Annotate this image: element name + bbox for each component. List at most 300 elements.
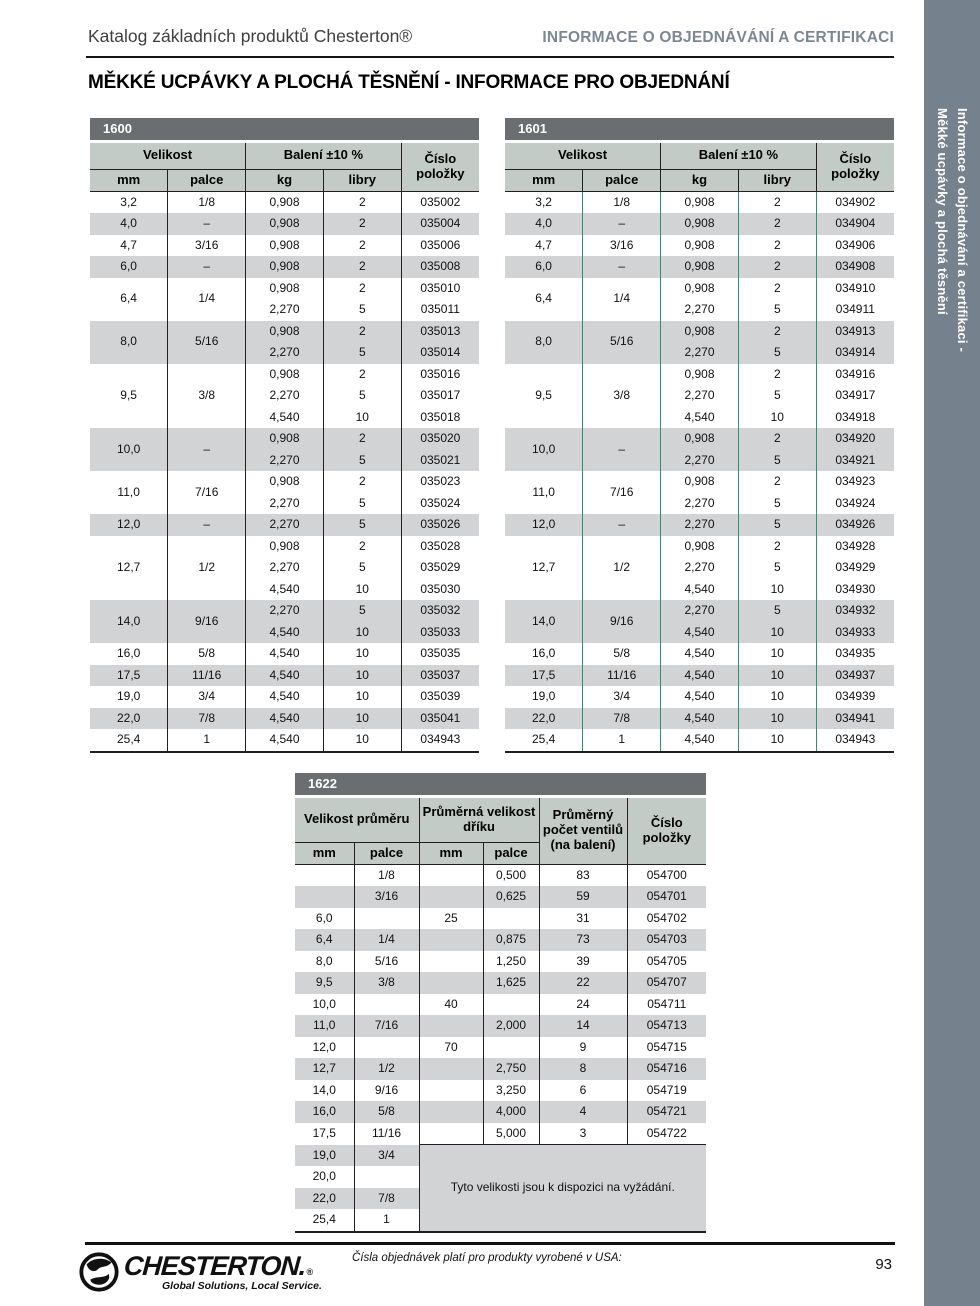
size-mm-cell: 20,0 [295,1166,354,1188]
size-group [90,364,479,429]
weight-lb-cell: 10 [323,643,401,665]
table-row [505,600,894,622]
item-number-cell: 034937 [816,665,894,687]
size-inch-cell: 11/16 [168,665,246,687]
weight-lb-cell: 5 [323,342,401,364]
size-mm-cell: 12,0 [90,514,168,536]
item-number-cell: 035030 [401,579,479,601]
item-number-cell: 054722 [627,1123,706,1145]
catalog-name: Katalog základních produktů Chesterton® [88,26,413,46]
weight-kg-cell: 0,908 [661,536,739,558]
weight-lb-cell: 5 [323,385,401,407]
size-inch-cell: 1 [168,729,246,752]
table-row [90,729,479,752]
size-mm-cell: 9,5 [505,364,583,429]
item-number-cell: 035033 [401,622,479,644]
table-row [295,1101,706,1123]
stem-mm-cell: 70 [419,1037,483,1059]
weight-lb-cell: 5 [323,299,401,321]
stem-mm-cell: 25 [419,908,483,930]
weight-kg-cell: 2,270 [246,514,324,536]
weight-kg-cell: 2,270 [661,342,739,364]
size-group [505,665,894,687]
size-group [505,235,894,257]
table-row [505,643,894,665]
weight-lb-cell: 5 [738,493,816,515]
size-inch-cell: 9/16 [583,600,661,643]
valve-count-cell: 39 [539,951,627,973]
table-row [505,256,894,278]
size-mm-cell: 6,0 [295,908,354,930]
size-group [90,191,479,213]
stem-mm-cell [419,951,483,973]
size-inch-cell: 1/2 [354,1058,419,1080]
weight-lb-cell: 2 [323,256,401,278]
weight-lb-cell: 5 [323,493,401,515]
size-group [90,708,479,730]
size-mm-cell: 12,0 [295,1037,354,1059]
item-number-cell: 035041 [401,708,479,730]
size-group [505,256,894,278]
weight-kg-cell: 0,908 [246,471,324,493]
size-inch-cell: – [583,428,661,471]
size-mm-cell: 11,0 [505,471,583,514]
size-group [90,213,479,235]
stem-inch-cell: 1,625 [483,972,539,994]
weight-kg-cell: 0,908 [661,364,739,386]
weight-kg-cell: 4,540 [246,729,324,752]
weight-kg-cell: 0,908 [246,191,324,213]
table-row [505,536,894,558]
item-number-cell: 035029 [401,557,479,579]
weight-kg-cell: 4,540 [246,579,324,601]
section-name: INFORMACE O OBJEDNÁVÁNÍ A CERTIFIKACI [542,29,894,46]
weight-kg-cell: 0,908 [661,428,739,450]
weight-kg-cell: 0,908 [246,235,324,257]
size-group [505,471,894,514]
weight-kg-cell: 4,540 [246,708,324,730]
size-group [90,278,479,321]
size-inch-cell: 7/16 [354,1015,419,1037]
table-title-1600: 1600 [90,118,479,140]
item-number-cell: 034939 [816,686,894,708]
weight-lb-cell: 10 [738,729,816,752]
stem-mm-cell [419,1101,483,1123]
size-inch-cell: 3/16 [168,235,246,257]
table-row [295,972,706,994]
col-baleni: Balení ±10 % [246,143,402,169]
item-number-cell: 054707 [627,972,706,994]
item-number-cell: 035016 [401,364,479,386]
table-row [295,994,706,1016]
size-group [90,256,479,278]
size-mm-cell: 6,4 [90,278,168,321]
table-row [295,1058,706,1080]
size-mm-cell: 14,0 [295,1080,354,1102]
size-mm-cell: 19,0 [295,1145,354,1167]
weight-lb-cell: 2 [738,321,816,343]
weight-lb-cell: 10 [738,622,816,644]
size-mm-cell: 16,0 [90,643,168,665]
item-number-cell: 034924 [816,493,894,515]
table-row [295,951,706,973]
table-row [90,686,479,708]
col-pocet-ventilu: Průměrný počet ventilů (na balení) [539,798,627,864]
item-number-cell: 035018 [401,407,479,429]
page-number: 93 [875,1256,892,1273]
registered-mark: ® [306,1267,314,1277]
item-number-cell: 034926 [816,514,894,536]
weight-kg-cell: 0,908 [246,256,324,278]
weight-lb-cell: 5 [323,600,401,622]
item-number-cell: 034933 [816,622,894,644]
weight-lb-cell: 2 [323,471,401,493]
weight-kg-cell: 2,270 [246,450,324,472]
table-row [295,1037,706,1059]
weight-kg-cell: 4,540 [661,407,739,429]
item-number-cell: 054721 [627,1101,706,1123]
weight-kg-cell: 4,540 [661,643,739,665]
weight-kg-cell: 2,270 [246,385,324,407]
size-mm-cell: 3,2 [90,191,168,213]
table-row [90,213,479,235]
stem-mm-cell [419,1123,483,1145]
size-group [505,213,894,235]
valve-count-cell: 3 [539,1123,627,1145]
weight-kg-cell: 4,540 [246,665,324,687]
item-number-cell: 054711 [627,994,706,1016]
size-group [90,729,479,752]
packing-table-1601 [505,143,894,753]
stem-inch-cell [483,908,539,930]
size-mm-cell: 8,0 [505,321,583,364]
size-mm-cell: 19,0 [90,686,168,708]
size-mm-cell: 14,0 [505,600,583,643]
size-mm-cell: 12,7 [505,536,583,601]
size-mm-cell: 10,0 [505,428,583,471]
size-mm-cell [295,864,354,886]
weight-lb-cell: 2 [323,191,401,213]
valve-count-cell: 83 [539,864,627,886]
table-row [90,278,479,300]
table-row [90,256,479,278]
col-kg: kg [661,169,739,191]
table-row [505,321,894,343]
col-velikost: Velikost [90,143,246,169]
item-number-cell: 035006 [401,235,479,257]
size-group [90,321,479,364]
size-inch-cell: 11/16 [583,665,661,687]
weight-lb-cell: 5 [738,450,816,472]
weight-kg-cell: 2,270 [661,600,739,622]
table-row [505,708,894,730]
item-number-cell: 034913 [816,321,894,343]
size-inch-cell [354,1037,419,1059]
weight-lb-cell: 10 [738,579,816,601]
weight-lb-cell: 2 [323,428,401,450]
weight-kg-cell: 0,908 [661,321,739,343]
col-kg: kg [246,169,324,191]
size-group [90,643,479,665]
table-row [295,864,706,886]
weight-lb-cell: 10 [323,579,401,601]
item-number-cell: 034932 [816,600,894,622]
size-mm-cell: 19,0 [505,686,583,708]
size-inch-cell [354,1166,419,1188]
stem-mm-cell [419,1080,483,1102]
size-group [505,729,894,752]
stem-mm-cell [419,1015,483,1037]
weight-kg-cell: 2,270 [661,493,739,515]
col-palce: palce [583,169,661,191]
table-row [90,600,479,622]
size-inch-cell: 7/8 [354,1188,419,1210]
weight-lb-cell: 10 [738,686,816,708]
size-mm-cell: 6,4 [505,278,583,321]
stem-inch-cell: 3,250 [483,1080,539,1102]
item-number-cell: 034914 [816,342,894,364]
weight-lb-cell: 5 [738,600,816,622]
col-mm: mm [295,842,354,864]
item-number-cell: 054715 [627,1037,706,1059]
table-body [295,864,706,1232]
table-header-row [90,143,479,169]
size-mm-cell: 8,0 [90,321,168,364]
table-row [90,191,479,213]
weight-kg-cell: 0,908 [246,536,324,558]
weight-kg-cell: 0,908 [246,213,324,235]
size-inch-cell: 1/2 [168,536,246,601]
page-title: MĚKKÉ UCPÁVKY A PLOCHÁ TĚSNĚNÍ - INFORMACE PRO OBJEDNÁNÍ [88,72,730,93]
stem-inch-cell: 4,000 [483,1101,539,1123]
col-velikost: Velikost [505,143,661,169]
table-row [505,428,894,450]
size-inch-cell: 5/8 [583,643,661,665]
weight-kg-cell: 0,908 [661,235,739,257]
header-divider [86,56,894,58]
weight-kg-cell: 0,908 [246,428,324,450]
table-row [295,929,706,951]
table-row [90,364,479,386]
size-group [90,428,479,471]
size-group [505,321,894,364]
table-row [90,708,479,730]
table-row [505,364,894,386]
weight-lb-cell: 5 [738,514,816,536]
weight-lb-cell: 5 [738,385,816,407]
item-number-cell: 054703 [627,929,706,951]
weight-lb-cell: 5 [738,557,816,579]
item-number-cell: 034941 [816,708,894,730]
item-number-cell: 035026 [401,514,479,536]
size-group [505,536,894,601]
weight-lb-cell: 5 [738,342,816,364]
valve-count-cell: 31 [539,908,627,930]
weight-kg-cell: 4,540 [246,686,324,708]
size-group [505,278,894,321]
valve-count-cell: 59 [539,886,627,908]
size-mm-cell: 11,0 [295,1015,354,1037]
weight-lb-cell: 2 [323,321,401,343]
col-mm: mm [505,169,583,191]
stem-mm-cell [419,929,483,951]
item-number-cell: 035011 [401,299,479,321]
item-number-cell: 034916 [816,364,894,386]
size-group [505,364,894,429]
size-mm-cell: 10,0 [90,428,168,471]
item-number-cell: 035013 [401,321,479,343]
item-number-cell: 034902 [816,191,894,213]
table-1622-block [295,773,706,1233]
weight-lb-cell: 10 [738,708,816,730]
col-libry: libry [738,169,816,191]
size-mm-cell: 10,0 [295,994,354,1016]
item-number-cell: 035014 [401,342,479,364]
col-cislo-polozky: Číslo položky [816,143,894,191]
weight-lb-cell: 10 [323,665,401,687]
size-inch-cell: 3/16 [583,235,661,257]
sidebar-line-2: Měkké ucpávky a plochá těsnění [935,108,950,315]
item-number-cell: 034917 [816,385,894,407]
table-row [505,686,894,708]
size-group [90,536,479,601]
size-mm-cell: 6,0 [90,256,168,278]
weight-kg-cell: 4,540 [661,622,739,644]
size-inch-cell: 3/8 [168,364,246,429]
sidebar-vertical-text [932,108,972,1306]
weight-kg-cell: 4,540 [246,643,324,665]
item-number-cell: 035021 [401,450,479,472]
size-mm-cell: 17,5 [90,665,168,687]
item-number-cell: 035032 [401,600,479,622]
item-number-cell: 035039 [401,686,479,708]
weight-lb-cell: 2 [738,256,816,278]
size-inch-cell: 1 [354,1209,419,1232]
size-inch-cell: – [168,256,246,278]
size-inch-cell: 1/8 [354,864,419,886]
size-inch-cell: 1/4 [354,929,419,951]
weight-kg-cell: 0,908 [661,278,739,300]
stem-mm-cell [419,886,483,908]
weight-kg-cell: 4,540 [661,729,739,752]
logo-brand-text: CHESTERTON. [122,1251,307,1281]
size-inch-cell: 3/16 [354,886,419,908]
table-row [90,536,479,558]
size-group [505,643,894,665]
item-number-cell: 054719 [627,1080,706,1102]
size-mm-cell: 4,0 [505,213,583,235]
weight-lb-cell: 10 [323,729,401,752]
weight-lb-cell: 2 [738,191,816,213]
weight-kg-cell: 0,908 [661,471,739,493]
item-number-cell: 054713 [627,1015,706,1037]
size-mm-cell: 9,5 [295,972,354,994]
table-row [90,665,479,687]
table-row [505,191,894,213]
weight-kg-cell: 4,540 [661,686,739,708]
stem-mm-cell: 40 [419,994,483,1016]
valve-count-cell: 8 [539,1058,627,1080]
size-mm-cell: 6,4 [295,929,354,951]
size-inch-cell: 1/8 [583,191,661,213]
item-number-cell: 054702 [627,908,706,930]
table-row [505,665,894,687]
item-number-cell: 034923 [816,471,894,493]
size-mm-cell: 16,0 [295,1101,354,1123]
valve-count-cell: 9 [539,1037,627,1059]
weight-kg-cell: 2,270 [661,299,739,321]
size-inch-cell: 5/16 [354,951,419,973]
table-row [90,643,479,665]
weight-lb-cell: 2 [738,471,816,493]
weight-kg-cell: 4,540 [661,665,739,687]
item-number-cell: 035020 [401,428,479,450]
table-row [90,471,479,493]
stem-inch-cell: 0,500 [483,864,539,886]
size-mm-cell: 9,5 [90,364,168,429]
size-group [90,665,479,687]
table-row [505,278,894,300]
size-mm-cell [295,886,354,908]
footer-divider [85,1242,895,1245]
item-number-cell: 054716 [627,1058,706,1080]
size-inch-cell: 5/8 [168,643,246,665]
table-row [505,514,894,536]
item-number-cell: 035004 [401,213,479,235]
col-cislo-polozky: Číslo položky [627,798,706,864]
table-row [90,428,479,450]
size-inch-cell: 5/16 [168,321,246,364]
weight-lb-cell: 2 [738,364,816,386]
valve-count-cell: 6 [539,1080,627,1102]
weight-lb-cell: 2 [738,278,816,300]
item-number-cell: 035028 [401,536,479,558]
item-number-cell: 034910 [816,278,894,300]
table-row [295,886,706,908]
item-number-cell: 035010 [401,278,479,300]
stem-inch-cell: 2,000 [483,1015,539,1037]
item-number-cell: 034918 [816,407,894,429]
item-number-cell: 035008 [401,256,479,278]
size-group [90,235,479,257]
weight-kg-cell: 0,908 [246,321,324,343]
weight-lb-cell: 10 [738,665,816,687]
item-number-cell: 034911 [816,299,894,321]
item-number-cell: 034908 [816,256,894,278]
item-number-cell: 034920 [816,428,894,450]
weight-kg-cell: 2,270 [661,450,739,472]
weight-lb-cell: 5 [738,299,816,321]
packing-table-1600 [90,143,479,753]
item-number-cell: 034943 [816,729,894,752]
table-row [90,514,479,536]
size-group [505,600,894,643]
size-inch-cell: – [583,256,661,278]
weight-lb-cell: 5 [323,514,401,536]
size-mm-cell: 4,0 [90,213,168,235]
weight-lb-cell: 2 [323,235,401,257]
size-inch-cell: – [168,428,246,471]
weight-lb-cell: 10 [323,686,401,708]
valve-count-cell: 22 [539,972,627,994]
size-inch-cell [354,908,419,930]
size-mm-cell: 16,0 [505,643,583,665]
size-inch-cell: 1/8 [168,191,246,213]
weight-kg-cell: 2,270 [661,557,739,579]
size-mm-cell: 25,4 [295,1209,354,1232]
size-inch-cell: – [168,514,246,536]
size-inch-cell: 1/4 [583,278,661,321]
